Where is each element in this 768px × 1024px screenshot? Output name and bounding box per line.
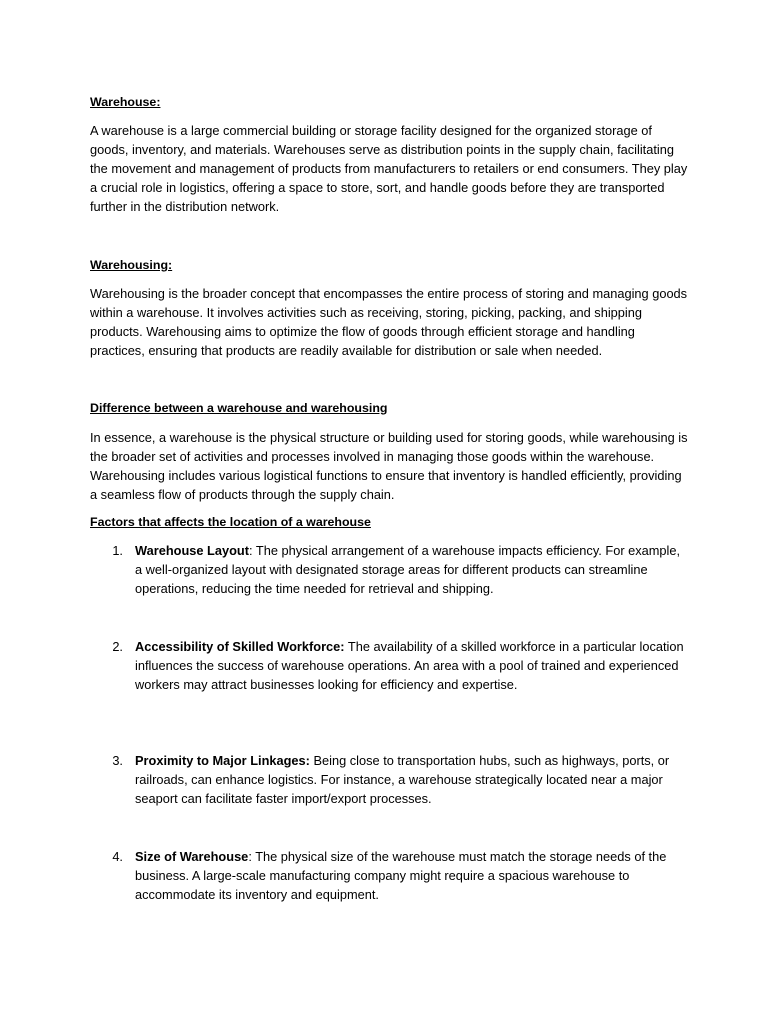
list-item-description: : The physical arrangement of a warehouse impacts efficiency. For example, a well-organized layout with designated storage areas for different products can streamline operations, reducing the time needed for retrieval and shipping. [135, 543, 681, 596]
list-item-number: 1. [112, 543, 123, 558]
list-item-number: 4. [112, 849, 123, 864]
list-item-text [135, 751, 685, 808]
list-item-title: Proximity to Major Linkages: [135, 753, 310, 768]
list-item-title: Size of Warehouse [135, 849, 249, 864]
factors-heading: Factors that affects the location of a warehouse [90, 515, 371, 529]
warehousing-heading: Warehousing: [90, 258, 173, 272]
list-item-description: : The physical size of the warehouse must match the storage needs of the business. A large-scale manufacturing company might require a spacious warehouse to accommodate its inventory and equipment. [135, 849, 667, 902]
warehouse-paragraph: A warehouse is a large commercial building or storage facility designed for the organized storage of goods, inventory, and materials. Warehouses serve as distribution points in the supply chain, facilitating the movement and management of products from manufacturers to retailers or end consumers. They play a crucial role in logistics, offering a space to store, sort, and handle goods before they are transported further in the distribution network. [90, 123, 688, 214]
list-item-number: 3. [112, 753, 123, 768]
list-item-text [135, 847, 685, 904]
difference-paragraph: In essence, a warehouse is the physical structure or building used for storing goods, while warehousing is the broader set of activities and processes involved in managing those goods within the warehouse. Warehousing includes various logistical functions to ensure that inventory is handled efficiently, providing a seamless flow of products through the supply chain. [90, 430, 688, 502]
list-item-text [135, 637, 685, 694]
list-item-text [135, 541, 685, 598]
warehouse-heading: Warehouse: [90, 95, 161, 109]
list-item-number: 2. [112, 639, 123, 654]
difference-heading: Difference between a warehouse and warehousing [90, 401, 388, 415]
warehousing-paragraph: Warehousing is the broader concept that encompasses the entire process of storing and managing goods within a warehouse. It involves activities such as receiving, storing, picking, packing, and shipping products. Warehousing aims to optimize the flow of goods through efficient storage and handling practices, ensuring that products are readily available for distribution or sale when needed. [90, 286, 688, 358]
list-item-description: Being close to transportation hubs, such as highways, ports, or railroads, can enhance logistics. For instance, a warehouse strategically located near a major seaport can facilitate faster import/export processes. [135, 753, 670, 806]
list-item-title: Accessibility of Skilled Workforce: [135, 639, 345, 654]
list-item-title: Warehouse Layout [135, 543, 250, 558]
list-item-description: The availability of a skilled workforce in a particular location influences the success of warehouse operations. An area with a pool of trained and experienced workers may attract businesses looking for efficiency and expertise. [135, 639, 684, 692]
